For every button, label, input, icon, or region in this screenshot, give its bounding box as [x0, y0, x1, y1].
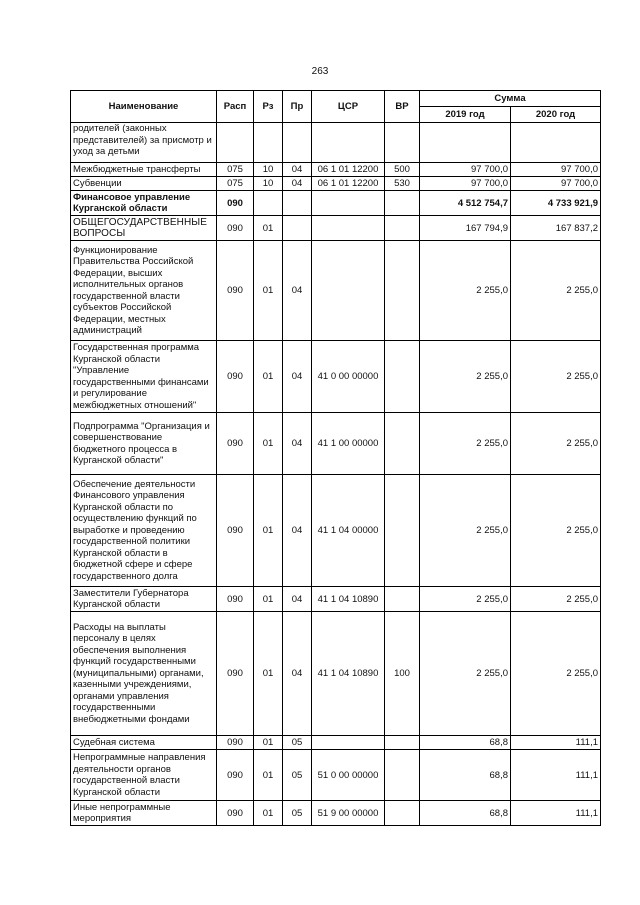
row-sum-2020: 2 255,0 — [511, 341, 601, 413]
row-name: Заместители Губернатора Курганской области — [71, 587, 217, 612]
row-rz: 01 — [254, 587, 283, 612]
header-name: Наименование — [71, 91, 217, 123]
row-pr: 04 — [283, 163, 312, 177]
table-row — [71, 612, 601, 736]
row-csr: 06 1 01 12200 — [312, 177, 385, 191]
row-rz — [254, 123, 283, 163]
row-rasp: 075 — [217, 163, 254, 177]
row-rasp: 090 — [217, 241, 254, 341]
row-rasp: 090 — [217, 736, 254, 750]
table-body — [71, 123, 601, 826]
header-vr: ВР — [385, 91, 420, 123]
row-name: Судебная система — [71, 736, 217, 750]
table-row — [71, 177, 601, 191]
row-vr — [385, 191, 420, 216]
row-rasp: 090 — [217, 413, 254, 475]
row-name: Расходы на выплаты персоналу в целях обеспечения выполнения функций государственными (муниципальными) органами, казенными учреждениями, органами управления государственными внебюджетными фондами — [71, 612, 217, 736]
row-vr — [385, 475, 420, 587]
table-row — [71, 475, 601, 587]
table-row — [71, 216, 601, 241]
row-rz: 01 — [254, 801, 283, 826]
table-row — [71, 123, 601, 163]
row-rz: 01 — [254, 612, 283, 736]
row-rasp — [217, 123, 254, 163]
row-sum-2020: 97 700,0 — [511, 177, 601, 191]
row-csr — [312, 241, 385, 341]
row-sum-2019: 2 255,0 — [420, 612, 511, 736]
row-sum-2020 — [511, 123, 601, 163]
row-vr — [385, 750, 420, 801]
row-sum-2019: 4 512 754,7 — [420, 191, 511, 216]
row-pr: 04 — [283, 177, 312, 191]
page-number: 263 — [311, 66, 329, 77]
table-row — [71, 163, 601, 177]
row-rasp: 090 — [217, 191, 254, 216]
budget-table — [70, 90, 601, 826]
row-csr: 41 0 00 00000 — [312, 341, 385, 413]
row-rasp: 090 — [217, 612, 254, 736]
row-rasp: 090 — [217, 587, 254, 612]
row-rz: 10 — [254, 177, 283, 191]
row-sum-2020: 2 255,0 — [511, 413, 601, 475]
row-sum-2019: 167 794,9 — [420, 216, 511, 241]
row-rz: 01 — [254, 475, 283, 587]
row-rz: 01 — [254, 216, 283, 241]
row-name: Межбюджетные трансферты — [71, 163, 217, 177]
header-rasp: Расп — [217, 91, 254, 123]
row-name: Функционирование Правительства Российской Федерации, высших исполнительных органов государственной власти субъектов Российской Федерации, местных администраций — [71, 241, 217, 341]
row-rz: 01 — [254, 413, 283, 475]
row-vr — [385, 341, 420, 413]
row-vr — [385, 123, 420, 163]
row-sum-2019: 2 255,0 — [420, 241, 511, 341]
header-sum: Сумма — [420, 91, 601, 107]
row-pr: 04 — [283, 413, 312, 475]
row-name: Государственная программа Курганской области "Управление государственными финансами и регулирование межбюджетных отношений" — [71, 341, 217, 413]
row-csr: 41 1 00 00000 — [312, 413, 385, 475]
row-csr: 51 9 00 00000 — [312, 801, 385, 826]
row-vr: 530 — [385, 177, 420, 191]
row-sum-2020: 111,1 — [511, 801, 601, 826]
row-sum-2019: 97 700,0 — [420, 177, 511, 191]
row-rasp: 090 — [217, 341, 254, 413]
row-rasp: 090 — [217, 216, 254, 241]
row-vr — [385, 736, 420, 750]
table-row — [71, 341, 601, 413]
row-rasp: 075 — [217, 177, 254, 191]
row-pr: 04 — [283, 341, 312, 413]
row-csr: 06 1 01 12200 — [312, 163, 385, 177]
row-csr: 51 0 00 00000 — [312, 750, 385, 801]
row-pr: 05 — [283, 736, 312, 750]
row-name: Иные непрограммные мероприятия — [71, 801, 217, 826]
row-sum-2019: 2 255,0 — [420, 413, 511, 475]
row-sum-2020: 2 255,0 — [511, 475, 601, 587]
table-row — [71, 191, 601, 216]
row-pr — [283, 123, 312, 163]
row-csr: 41 1 04 10890 — [312, 587, 385, 612]
row-sum-2020: 167 837,2 — [511, 216, 601, 241]
row-csr — [312, 736, 385, 750]
header-year-2019: 2019 год — [420, 107, 511, 123]
row-name: Финансовое управление Курганской области — [71, 191, 217, 216]
row-rasp: 090 — [217, 475, 254, 587]
row-sum-2019: 68,8 — [420, 801, 511, 826]
row-rasp: 090 — [217, 750, 254, 801]
row-pr: 04 — [283, 475, 312, 587]
row-pr: 04 — [283, 612, 312, 736]
row-sum-2019: 68,8 — [420, 750, 511, 801]
table-row — [71, 750, 601, 801]
row-sum-2020: 2 255,0 — [511, 241, 601, 341]
row-name: Непрограммные направления деятельности органов государственной власти Курганской области — [71, 750, 217, 801]
row-vr — [385, 241, 420, 341]
row-vr — [385, 216, 420, 241]
row-name: Подпрограмма "Организация и совершенствование бюджетного процесса в Курганской области" — [71, 413, 217, 475]
table-row — [71, 801, 601, 826]
row-vr — [385, 587, 420, 612]
row-name: ОБЩЕГОСУДАРСТВЕННЫЕ ВОПРОСЫ — [71, 216, 217, 241]
header-rz: Рз — [254, 91, 283, 123]
row-csr: 41 1 04 00000 — [312, 475, 385, 587]
table-row — [71, 241, 601, 341]
row-sum-2020: 111,1 — [511, 750, 601, 801]
row-sum-2020: 4 733 921,9 — [511, 191, 601, 216]
row-sum-2020: 97 700,0 — [511, 163, 601, 177]
row-sum-2019: 2 255,0 — [420, 587, 511, 612]
row-pr: 05 — [283, 801, 312, 826]
table-row — [71, 587, 601, 612]
row-vr: 500 — [385, 163, 420, 177]
row-rasp: 090 — [217, 801, 254, 826]
row-name: родителей (законных представителей) за присмотр и уход за детьми — [71, 123, 217, 163]
row-rz: 10 — [254, 163, 283, 177]
row-sum-2020: 111,1 — [511, 736, 601, 750]
row-pr — [283, 216, 312, 241]
row-vr — [385, 801, 420, 826]
row-rz: 01 — [254, 241, 283, 341]
header-csr: ЦСР — [312, 91, 385, 123]
row-csr: 41 1 04 10890 — [312, 612, 385, 736]
row-csr — [312, 191, 385, 216]
row-name: Субвенции — [71, 177, 217, 191]
row-pr — [283, 191, 312, 216]
table-row — [71, 413, 601, 475]
row-pr: 04 — [283, 241, 312, 341]
row-vr: 100 — [385, 612, 420, 736]
row-pr: 05 — [283, 750, 312, 801]
row-rz: 01 — [254, 750, 283, 801]
row-sum-2019: 97 700,0 — [420, 163, 511, 177]
row-csr — [312, 123, 385, 163]
header-year-2020: 2020 год — [511, 107, 601, 123]
row-rz: 01 — [254, 736, 283, 750]
row-csr — [312, 216, 385, 241]
row-sum-2019 — [420, 123, 511, 163]
row-rz: 01 — [254, 341, 283, 413]
row-sum-2020: 2 255,0 — [511, 612, 601, 736]
row-name: Обеспечение деятельности Финансового управления Курганской области по осуществлению функций по выработке и проведению государственной политики Курганской области в бюджетной сфере и сфере государственного долга — [71, 475, 217, 587]
row-rz — [254, 191, 283, 216]
row-sum-2019: 2 255,0 — [420, 475, 511, 587]
header-pr: Пр — [283, 91, 312, 123]
row-vr — [385, 413, 420, 475]
row-pr: 04 — [283, 587, 312, 612]
row-sum-2020: 2 255,0 — [511, 587, 601, 612]
row-sum-2019: 68,8 — [420, 736, 511, 750]
row-sum-2019: 2 255,0 — [420, 341, 511, 413]
table-row — [71, 736, 601, 750]
